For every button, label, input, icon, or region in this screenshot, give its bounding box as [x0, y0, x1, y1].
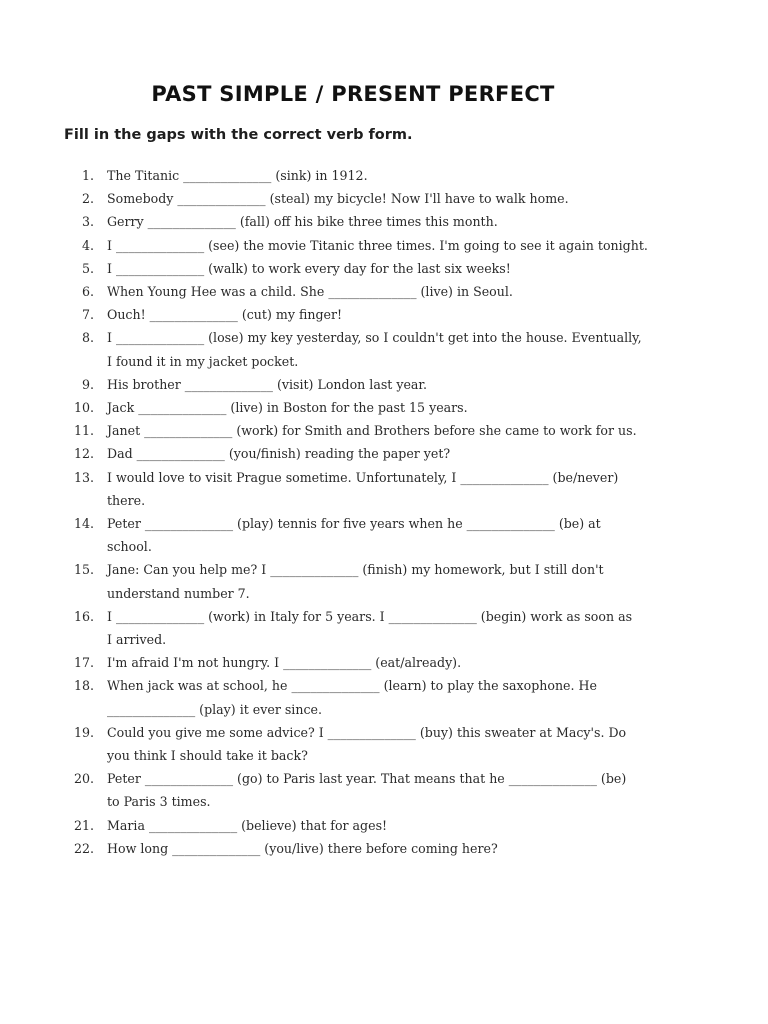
item-text-line: school. — [107, 539, 152, 555]
exercise-item — [0, 303, 768, 326]
item-text-line: When Young Hee was a child. She ______________ (live) in Seoul. — [107, 284, 513, 300]
exercise-item — [0, 234, 768, 257]
item-text-line: there. — [107, 492, 146, 508]
item-text-line: I found it in my jacket pocket. — [107, 353, 299, 369]
item-number: 3. — [81, 214, 94, 230]
item-text-line: I ______________ (see) the movie Titanic three times. I'm going to see it again tonight. — [107, 237, 648, 253]
exercise-item — [0, 651, 768, 674]
item-text-line: How long ______________ (you/live) there before coming here? — [107, 840, 498, 856]
item-number: 12. — [73, 446, 94, 462]
item-number: 22. — [73, 840, 94, 856]
item-text-line: I ______________ (lose) my key yesterday, so I couldn't get into the house. Eventually, — [107, 330, 642, 346]
item-number: 15. — [73, 562, 94, 578]
item-text-line: to Paris 3 times. — [107, 794, 211, 810]
item-text-line: The Titanic ______________ (sink) in 1912. — [107, 168, 368, 183]
item-number: 9. — [81, 376, 94, 392]
exercise-list — [0, 164, 768, 860]
item-number: 11. — [73, 423, 94, 439]
exercise-item — [0, 187, 768, 210]
exercise-item — [0, 721, 768, 767]
item-text-line: Peter ______________ (go) to Paris last year. That means that he ______________ (be) — [107, 771, 627, 787]
item-text-line: Ouch! ______________ (cut) my finger! — [107, 307, 343, 323]
item-text-line: Peter ______________ (play) tennis for five years when he ______________ (be) at — [107, 516, 601, 532]
item-number: 20. — [73, 771, 94, 787]
exercise-item — [0, 257, 768, 280]
item-number: 16. — [73, 608, 94, 624]
exercise-item — [0, 605, 768, 651]
exercise-item — [0, 164, 768, 187]
item-text-line: I arrived. — [107, 632, 167, 648]
item-number: 17. — [73, 655, 94, 671]
item-number: 5. — [81, 260, 94, 276]
item-number: 7. — [81, 307, 94, 323]
item-text-line: I would love to visit Prague sometime. Unfortunately, I ______________ (be/never) — [107, 469, 619, 485]
item-number: 13. — [73, 469, 94, 485]
item-number: 19. — [73, 724, 94, 740]
item-number: 14. — [73, 516, 94, 532]
item-text-line: Jane: Can you help me? I ______________ (finish) my homework, but I still don't — [107, 562, 604, 578]
item-number: 1. — [81, 168, 94, 183]
exercise-item — [0, 326, 768, 372]
item-number: 6. — [81, 284, 94, 300]
item-number: 2. — [81, 191, 94, 207]
instructions: Fill in the gaps with the correct verb form. — [64, 127, 413, 143]
exercise-item — [0, 210, 768, 233]
item-text-line: When jack was at school, he ______________ (learn) to play the saxophone. He — [107, 678, 597, 694]
item-text-line: you think I should take it back? — [107, 748, 308, 764]
item-text-line: His brother ______________ (visit) London last year. — [107, 376, 428, 392]
exercise-item — [0, 419, 768, 442]
exercise-item — [0, 674, 768, 720]
item-number: 4. — [81, 237, 94, 253]
item-text-line: I'm afraid I'm not hungry. I ______________ (eat/already). — [107, 655, 462, 671]
exercise-item — [0, 767, 768, 813]
item-number: 18. — [73, 678, 94, 694]
item-number: 8. — [81, 330, 94, 346]
item-text-line: understand number 7. — [107, 585, 250, 601]
item-text-line: Could you give me some advice? I ______________ (buy) this sweater at Macy's. Do — [107, 724, 627, 740]
exercise-item — [0, 396, 768, 419]
item-text-line: Dad ______________ (you/finish) reading the paper yet? — [107, 446, 451, 462]
item-text-line: Somebody ______________ (steal) my bicycle! Now I'll have to walk home. — [107, 191, 569, 207]
exercise-item — [0, 837, 768, 860]
exercise-item — [0, 814, 768, 837]
item-text-line: Gerry ______________ (fall) off his bike three times this month. — [107, 214, 498, 230]
item-text-line: I ______________ (work) in Italy for 5 years. I ______________ (begin) work as soon as — [107, 608, 633, 624]
exercise-item — [0, 558, 768, 604]
item-text-line: ______________ (play) it ever since. — [107, 701, 322, 717]
item-number: 10. — [73, 400, 94, 416]
item-text-line: Maria ______________ (believe) that for ages! — [107, 817, 388, 833]
page-title: PAST SIMPLE / PRESENT PERFECT — [151, 82, 555, 106]
item-text-line: I ______________ (walk) to work every day for the last six weeks! — [107, 260, 511, 276]
exercise-item — [0, 280, 768, 303]
item-number: 21. — [73, 817, 94, 833]
exercise-item — [0, 373, 768, 396]
exercise-item — [0, 466, 768, 512]
exercise-item — [0, 512, 768, 558]
item-text-line: Janet ______________ (work) for Smith and Brothers before she came to work for us. — [107, 423, 637, 439]
exercise-item — [0, 442, 768, 465]
item-text-line: Jack ______________ (live) in Boston for the past 15 years. — [107, 400, 468, 416]
